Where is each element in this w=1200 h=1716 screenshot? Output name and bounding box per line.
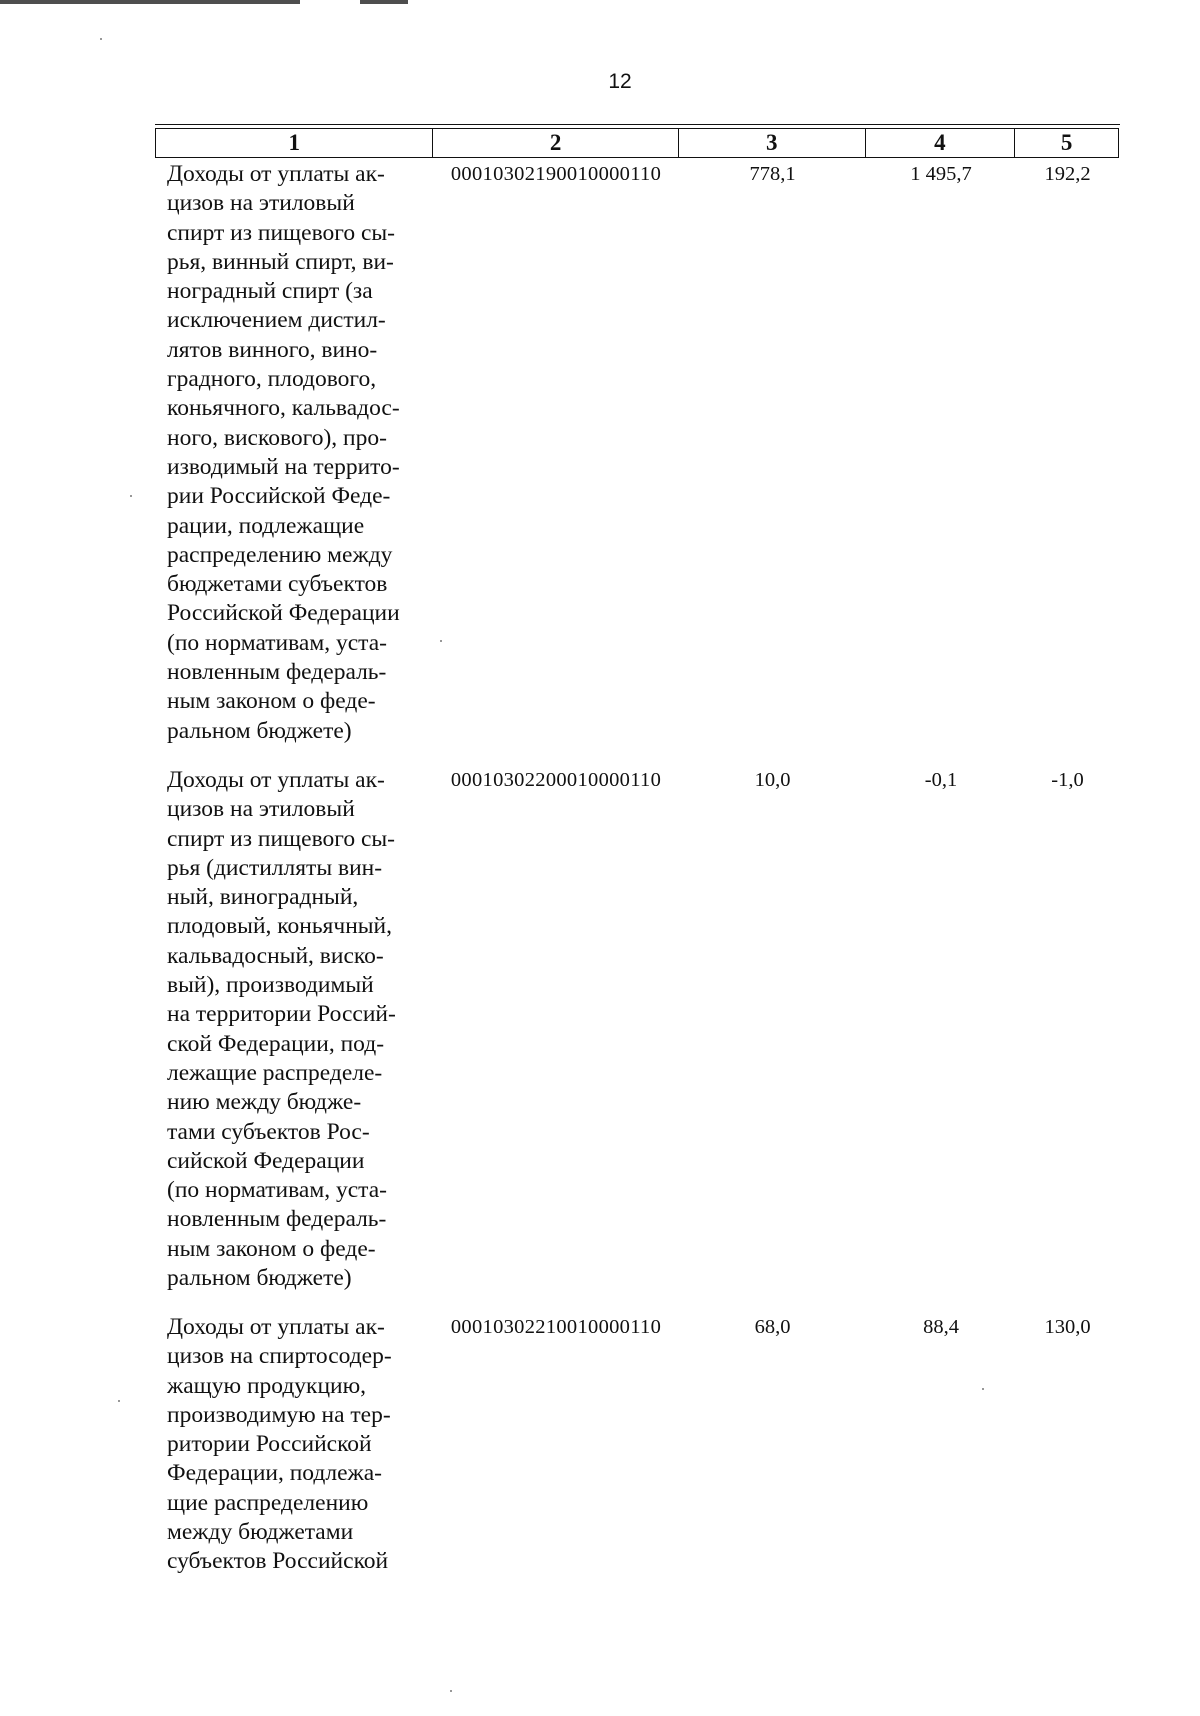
row-value-col-3: 10,0 xyxy=(754,769,791,791)
row-value-col-4: -0,1 xyxy=(924,769,958,791)
row-value-col-3: 68,0 xyxy=(754,1316,791,1338)
scan-speck xyxy=(118,1400,120,1402)
header-col-4: 4 xyxy=(866,129,1016,157)
row-code: 00010302200010000110 xyxy=(450,769,662,791)
row-description: Доходы от уплаты ак- цизов на спиртосодер- жащую продукцию, производимую на тер- ритории Российской Федерации, подлежа- щие распределению между бюджетами субъектов Российской xyxy=(167,1314,392,1575)
row-description: Доходы от уплаты ак- цизов на этиловый спирт из пищевого сы- рья, винный спирт, ви- ноградный спирт (за исключением дистил- лятов винного, вино- градного, плодового, коньячного, кальвадос- ного, вискового), про- изводимый на террито- рии Российской Феде- рации, подлежащие распределению между бюджетами субъектов Российской Федерации (по нормативам, уста- новленным федераль- ным законом о феде- ральном бюджете) xyxy=(167,161,400,744)
header-col-5: 5 xyxy=(1060,130,1073,155)
table-top-rule xyxy=(155,124,1120,125)
scan-speck xyxy=(440,640,442,642)
header-col-1: 1 xyxy=(156,129,433,157)
scan-speck xyxy=(982,1388,984,1390)
page-number: 12 xyxy=(608,70,632,93)
table-row xyxy=(155,160,1119,746)
scan-speck xyxy=(450,1690,452,1692)
row-value-col-4: 1 495,7 xyxy=(910,163,972,185)
row-value-col-5: 130,0 xyxy=(1044,1316,1091,1338)
scan-speck xyxy=(130,495,132,497)
scan-speck xyxy=(100,38,102,40)
table-row xyxy=(155,1313,1119,1577)
table-row xyxy=(155,766,1119,1293)
row-code: 00010302210010000110 xyxy=(450,1316,662,1338)
row-value-col-5: -1,0 xyxy=(1051,769,1084,791)
row-description: Доходы от уплаты ак- цизов на этиловый спирт из пищевого сы- рья (дистилляты вин- ный, виноградный, плодовый, коньячный, кальвадосный, виско- вый), производимый на территории Россий- ской Федерации, под- лежащие распределе- нию между бюдже- тами субъектов Рос- сийской Федерации (по нормативам, уста- новленным федераль- ным законом о феде- ральном бюджете) xyxy=(167,767,396,1292)
row-value-col-5: 192,2 xyxy=(1044,163,1091,185)
table-header-row xyxy=(155,128,1119,158)
row-value-col-4: 88,4 xyxy=(923,1316,959,1338)
row-value-col-3: 778,1 xyxy=(749,163,796,185)
header-col-3: 3 xyxy=(679,129,866,157)
row-code: 00010302190010000110 xyxy=(450,163,662,185)
header-col-2: 2 xyxy=(433,129,678,157)
scan-edge-artifact xyxy=(0,0,1200,4)
